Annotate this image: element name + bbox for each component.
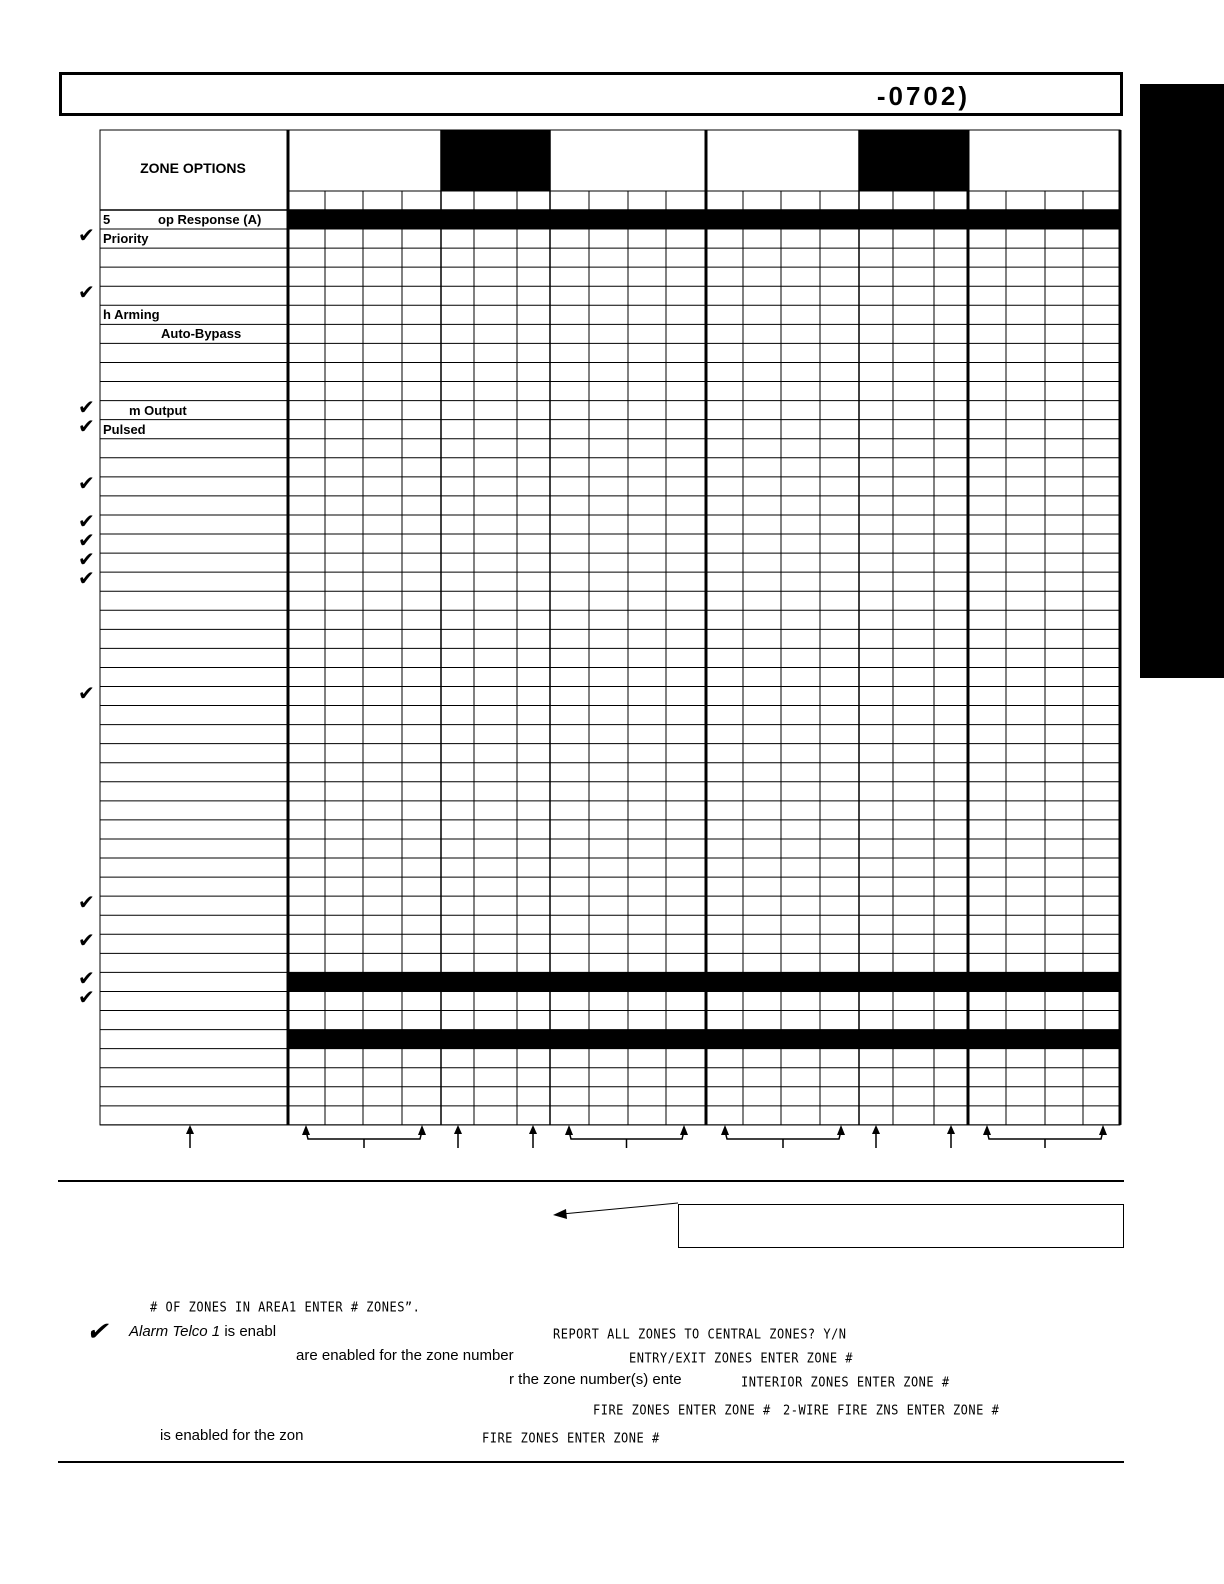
lcd-prompt-2wire-fire: 2-WIRE FIRE ZNS ENTER ZONE # [783, 1402, 1000, 1418]
shaded-row-2 [288, 972, 1120, 991]
option-label: 5 [103, 212, 111, 227]
check-icon: ✔ [78, 549, 95, 572]
lcd-prompt-report-all-zones: REPORT ALL ZONES TO CENTRAL ZONES? Y/N [553, 1326, 847, 1342]
title-code: -0702) [876, 81, 970, 111]
footnote-line-1 [150, 1298, 420, 1315]
header-block-1 [441, 130, 550, 191]
option-label: Auto-Bypass [161, 326, 242, 342]
lcd-prompt-zones-in-area: # OF ZONES IN AREA1 ENTER # ZONES”. [150, 1299, 421, 1315]
arrow-group-2-bracket [569, 1131, 684, 1139]
lcd-prompt-fire-zones: FIRE ZONES ENTER ZONE # [593, 1402, 771, 1418]
footnote-line-4-text: r the zone number(s) ente [509, 1371, 682, 1388]
note-box [678, 1204, 1124, 1248]
check-icon: ✔ [78, 968, 95, 991]
lcd-prompt-entry-exit: ENTRY/EXIT ZONES ENTER ZONE # [629, 1350, 854, 1366]
check-icon: ✔ [78, 530, 95, 553]
arrow-label-col-head [186, 1125, 194, 1134]
footnote-check-icon: ✔ [86, 1316, 108, 1346]
arrow-single-2-head [529, 1125, 537, 1134]
arrow-group-4-head-left [983, 1125, 991, 1135]
option-label: m Output [129, 402, 187, 418]
footnote-line-2-text: is enabl [220, 1323, 277, 1340]
check-icon: ✔ [78, 472, 95, 495]
arrow-group-3-head-left [721, 1125, 729, 1135]
check-icon: ✔ [78, 415, 95, 438]
arrow-group-1-head-right [418, 1125, 426, 1135]
callout-line [562, 1203, 678, 1214]
arrow-group-2-head-right [680, 1125, 688, 1135]
callout-arrowhead [553, 1209, 567, 1219]
shaded-row-1 [288, 210, 1120, 229]
check-icon: ✔ [78, 682, 95, 705]
divider-bottom [58, 1461, 1124, 1463]
arrow-single-3-head [872, 1125, 880, 1134]
check-icon: ✔ [78, 930, 95, 953]
check-icon: ✔ [78, 282, 95, 305]
arrow-group-3-head-right [837, 1125, 845, 1135]
divider-top [58, 1180, 1124, 1182]
arrow-group-1-head-left [302, 1125, 310, 1135]
arrow-group-2-head-left [565, 1125, 573, 1135]
check-icon: ✔ [78, 396, 95, 419]
footnote-line-3-text: are enabled for the zone number [296, 1347, 514, 1364]
check-icon: ✔ [78, 225, 95, 248]
arrow-single-1-head [454, 1125, 462, 1134]
lcd-prompt-interior: INTERIOR ZONES ENTER ZONE # [741, 1374, 950, 1390]
arrow-group-3-bracket [725, 1131, 841, 1139]
option-label: Priority [103, 231, 149, 247]
check-icon: ✔ [78, 510, 95, 533]
check-icon: ✔ [78, 892, 95, 915]
header-block-2 [859, 130, 968, 191]
option-label: Pulsed [103, 421, 146, 437]
check-icon: ✔ [78, 987, 95, 1010]
zone-options-header: ZONE OPTIONS [140, 160, 246, 176]
footnote-line-6-text: is enabled for the zon [160, 1427, 304, 1444]
arrow-single-4-head [947, 1125, 955, 1134]
option-label-suffix: op Response (A) [158, 212, 262, 227]
arrow-group-1-bracket [306, 1131, 422, 1139]
shaded-row-3 [288, 1030, 1120, 1049]
footnote-line-2 [129, 1323, 276, 1340]
arrow-group-4-bracket [987, 1131, 1103, 1139]
alarm-telco-label: Alarm Telco 1 [129, 1323, 221, 1340]
lcd-prompt-fire-zones-2: FIRE ZONES ENTER ZONE # [482, 1430, 660, 1446]
check-icon: ✔ [78, 568, 95, 591]
arrow-group-4-head-right [1099, 1125, 1107, 1135]
option-label: h Arming [103, 307, 160, 323]
